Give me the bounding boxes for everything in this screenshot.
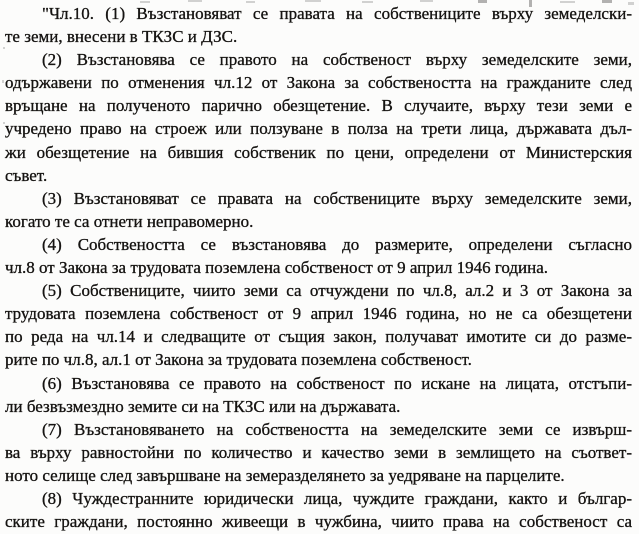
text-line: жи обезщетение на бившия собственик по цени, определени от Министерския: [5, 142, 632, 162]
paragraph-5: [5, 279, 632, 371]
text-line: чл.8 от Закона за трудовата поземлена собственост от 9 април 1946 година.: [5, 258, 549, 278]
paragraph-7: [5, 418, 632, 487]
text-line: по реда на чл.14 и следващите от същия закон, получават имотите си до разме-: [5, 327, 632, 347]
text-line: (7) Възстановяването на собствеността на земеделските земи се извърш-: [42, 419, 632, 439]
text-line: (5) Собствениците, чиито земи са отчуждени по чл.8, ал.2 и 3 от Закона за: [42, 281, 632, 301]
text-line: връщане на полученото парично обезщетение. В случаите, върху тези земи е: [5, 96, 632, 116]
text-line: одържавени по отменения чл.12 от Закона за собствеността на гражданите след: [5, 73, 632, 93]
text-line: (6) Възстановява се правото на собственост по искане на лицата, отстъпи-: [42, 373, 632, 393]
paragraph-3: [5, 187, 632, 233]
text-line: (4) Собствеността се възстановява до размерите, определени съгласно: [42, 234, 632, 254]
paragraph-4: [5, 233, 632, 279]
text-line: (2) Възстановява се правото на собственост върху земеделските земи,: [42, 50, 632, 70]
text-line: ските граждани, постоянно живеещи в чужбина, чиито права на собственост са: [5, 512, 632, 532]
text-line: трудовата поземлена собственост от 9 април 1946 година, но не са обезщетени: [5, 304, 632, 324]
text-line: (3) Възстановяват се правата на собствениците върху земеделските земи,: [42, 188, 632, 208]
text-line: ли безвъзмездно земите си на ТКЗС или на държавата.: [5, 396, 401, 416]
paragraph-8: [5, 487, 632, 533]
text-line: рите по чл.8, ал.1 от Закона за трудовата поземлена собственост.: [5, 350, 472, 370]
paragraph-2: [5, 48, 632, 187]
paragraph-1: [5, 2, 632, 48]
text-line: когато те са отнети неправомерно.: [5, 211, 254, 231]
text-line: ва върху равностойни по количество и качество земи в землището на съответ-: [5, 442, 632, 462]
text-line: учредено право на строеж или ползуване в полза на трети лица, държавата дъл-: [5, 119, 632, 139]
text-line: ното селище след завършване на земеразделянето за уедряване на парцелите.: [5, 465, 565, 485]
text-line: съвет.: [5, 165, 48, 185]
text-line: (8) Чуждестранните юридически лица, чуждите граждани, както и българ-: [42, 488, 632, 508]
text-line: "Чл.10. (1) Възстановяват се правата на собствениците върху земеделски-: [42, 4, 632, 23]
text-line: те земи, внесени в ТКЗС и ДЗС.: [5, 27, 238, 47]
paragraph-6: [5, 372, 632, 418]
scan-speck: [2, 80, 4, 83]
article-10-text: [5, 2, 632, 533]
